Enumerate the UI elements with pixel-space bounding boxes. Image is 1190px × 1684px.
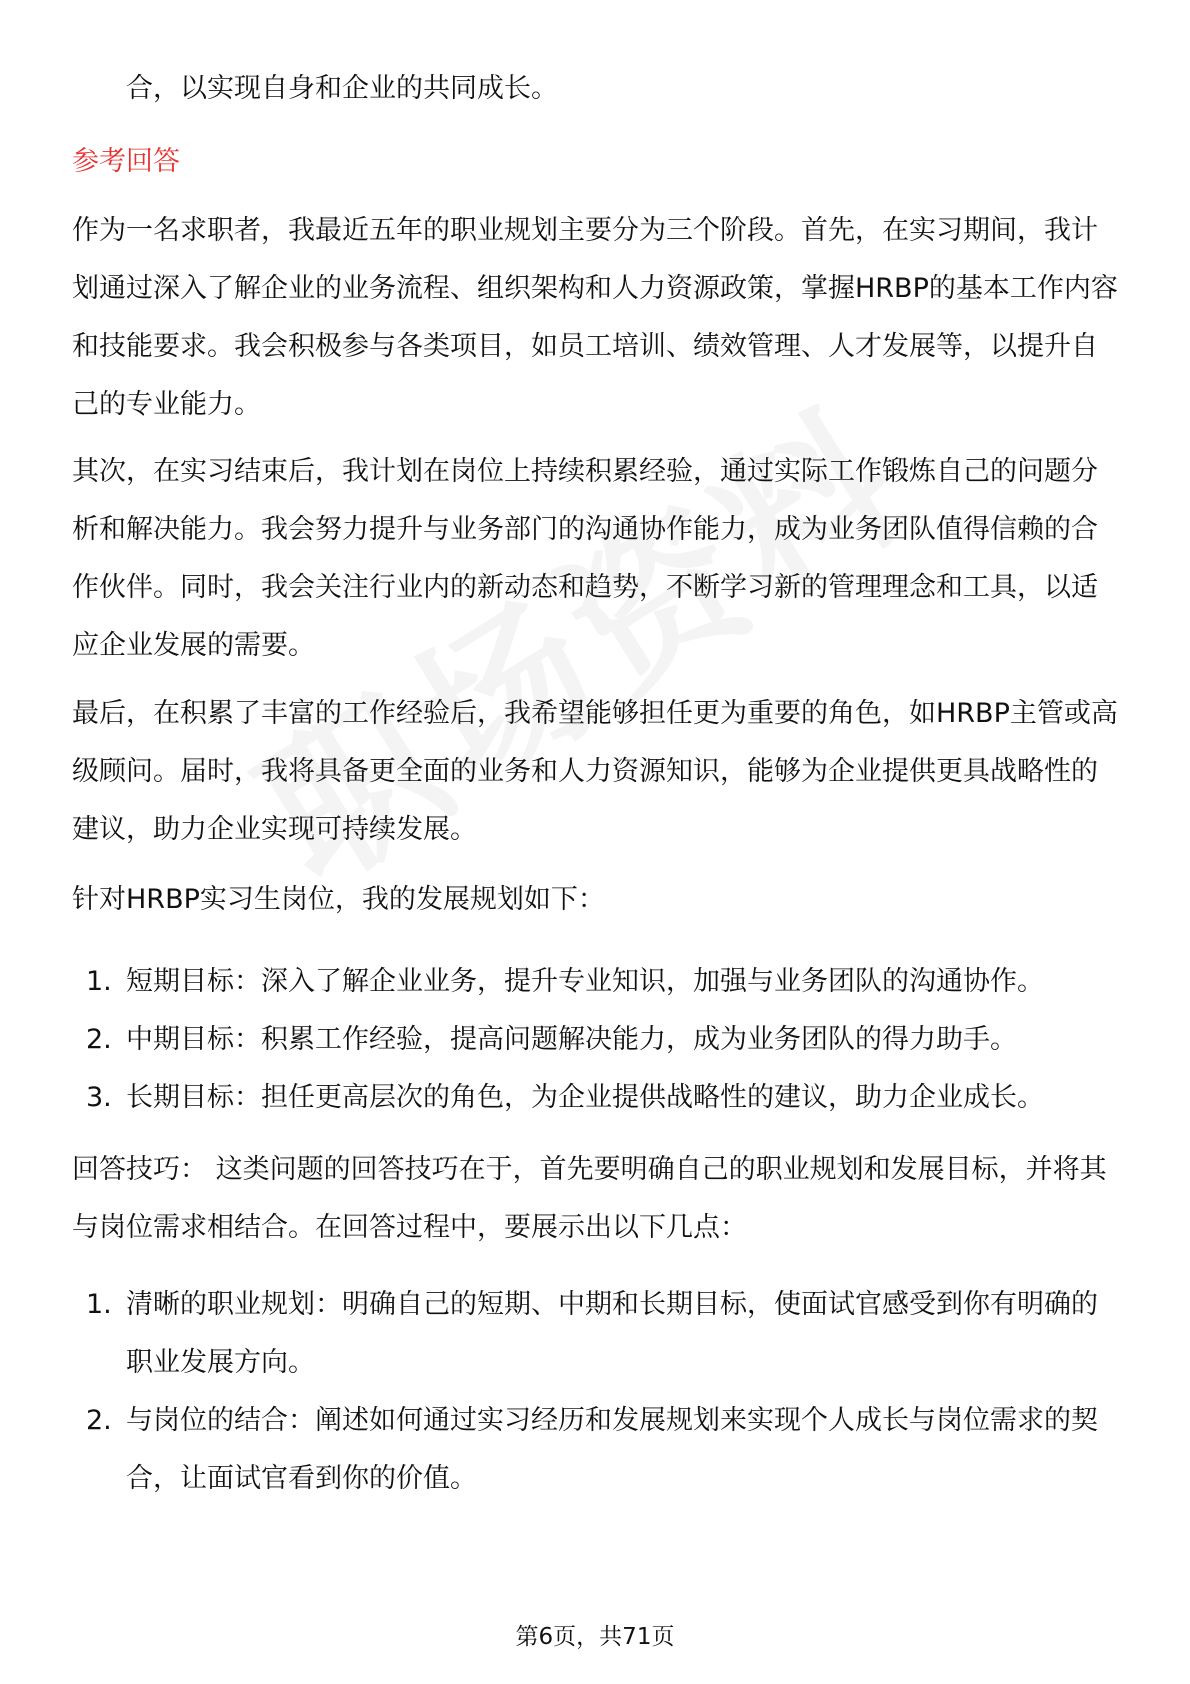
list-item-text: 清晰的职业规划：明确自己的短期、中期和长期目标，使面试官感受到你有明确的职业发展方向。 xyxy=(126,1289,1098,1378)
section-title: 参考回答 xyxy=(72,146,180,177)
tips-list xyxy=(72,1276,1122,1508)
intro-tail-block xyxy=(72,60,1122,118)
paragraph-4-block xyxy=(72,871,1122,929)
list-item xyxy=(72,1276,1122,1392)
tips-paragraph-block xyxy=(72,1141,1122,1257)
paragraph-4: 针对HRBP实习生岗位，我的发展规划如下： xyxy=(72,884,605,915)
tips-list-block xyxy=(72,1276,1122,1508)
list-number: 1. xyxy=(86,966,112,997)
paragraph-2-block xyxy=(72,443,1122,675)
list-item xyxy=(72,1392,1122,1508)
list-number: 1. xyxy=(86,1289,112,1320)
plan-list-block xyxy=(72,953,1122,1127)
list-item xyxy=(72,1011,1122,1069)
paragraph-2: 其次，在实习结束后，我计划在岗位上持续积累经验，通过实际工作锻炼自己的问题分析和解决能力。我会努力提升与业务部门的沟通协作能力，成为业务团队值得信赖的合作伙伴。同时，我会关注行业内的新动态和趋势，不断学习新的管理理念和工具，以适应企业发展的需要。 xyxy=(72,456,1098,661)
page-footer: 第6页，共71页 xyxy=(515,1624,675,1650)
paragraph-3: 最后，在积累了丰富的工作经验后，我希望能够担任更为重要的角色，如HRBP主管或高级顾问。届时，我将具备更全面的业务和人力资源知识，能够为企业提供更具战略性的建议，助力企业实现可持续发展。 xyxy=(72,698,1118,845)
paragraph-3-block xyxy=(72,685,1122,859)
list-number: 2. xyxy=(86,1405,112,1436)
paragraph-1: 作为一名求职者，我最近五年的职业规划主要分为三个阶段。首先，在实习期间，我计划通过深入了解企业的业务流程、组织架构和人力资源政策，掌握HRBP的基本工作内容和技能要求。我会积极参与各类项目，如员工培训、绩效管理、人才发展等，以提升自己的专业能力。 xyxy=(72,215,1118,420)
intro-tail: 合，以实现自身和企业的共同成长。 xyxy=(126,73,558,104)
paragraph-1-block xyxy=(72,202,1122,434)
list-item-text: 中期目标：积累工作经验，提高问题解决能力，成为业务团队的得力助手。 xyxy=(126,1024,1017,1055)
list-item xyxy=(72,1069,1122,1127)
list-number: 2. xyxy=(86,1024,112,1055)
list-item-text: 与岗位的结合：阐述如何通过实习经历和发展规划来实现个人成长与岗位需求的契合，让面试官看到你的价值。 xyxy=(126,1405,1098,1494)
list-number: 3. xyxy=(86,1082,112,1113)
list-item xyxy=(72,953,1122,1011)
tips-paragraph: 回答技巧： 这类问题的回答技巧在于，首先要明确自己的职业规划和发展目标，并将其与岗位需求相结合。在回答过程中，要展示出以下几点： xyxy=(72,1154,1107,1243)
section-title-block xyxy=(72,133,1122,191)
list-item-text: 长期目标：担任更高层次的角色，为企业提供战略性的建议，助力企业成长。 xyxy=(126,1082,1044,1113)
plan-list xyxy=(72,953,1122,1127)
list-item-text: 短期目标：深入了解企业业务，提升专业知识，加强与业务团队的沟通协作。 xyxy=(126,966,1044,997)
